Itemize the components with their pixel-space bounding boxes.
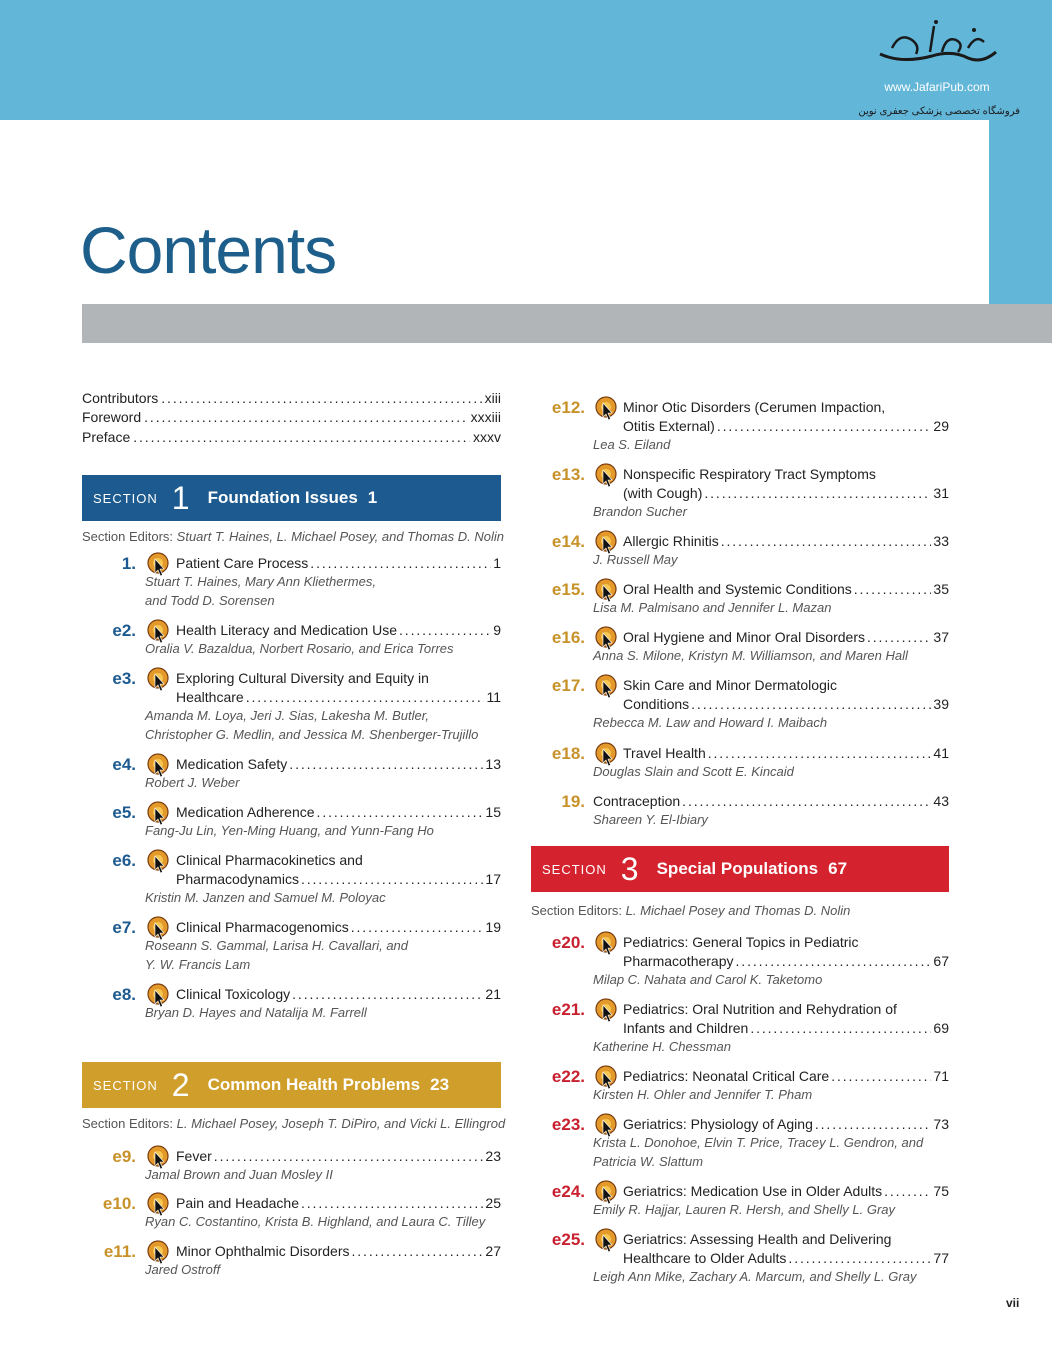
chapter-authors: Douglas Slain and Scott E. Kincaid: [593, 764, 794, 779]
chapter-title-line: [623, 1116, 949, 1132]
chapter-page: 23: [485, 1148, 501, 1164]
chapter-title-line: [623, 1231, 891, 1247]
dot-leader: [144, 409, 468, 425]
chapter-number: e4.: [112, 755, 136, 774]
chapter-title-line: [623, 1183, 949, 1199]
chapter-title: Conditions: [623, 696, 690, 712]
chapter-number: e15.: [551, 580, 585, 599]
dot-leader: [717, 418, 932, 434]
chapter-title-line: [623, 953, 949, 969]
section-word: SECTION: [93, 1077, 158, 1093]
chapter-title: Travel Health: [623, 745, 706, 761]
chapter-page: 39: [933, 696, 949, 712]
chapter-title: Geriatrics: Assessing Health and Delivering: [623, 1231, 892, 1247]
chapter-title-line: [176, 1195, 501, 1211]
chapter-number: e7.: [112, 918, 136, 937]
chapter-number: e13.: [551, 465, 585, 484]
online-cursor-icon: [146, 666, 170, 692]
chapter-number: e6.: [112, 851, 136, 870]
section-page: 1: [367, 488, 378, 507]
chapter-authors: Jamal Brown and Juan Mosley II: [145, 1167, 333, 1182]
chapter-page: 41: [933, 745, 949, 761]
chapter-title-line: [623, 745, 949, 761]
chapter-page: 27: [485, 1243, 501, 1259]
chapter-authors: Rebecca M. Law and Howard I. Maibach: [593, 715, 828, 730]
chapter-authors: Kirsten H. Ohler and Jennifer T. Pham: [593, 1087, 813, 1102]
chapter-title-line: [623, 934, 859, 950]
editors-label: Section Editors:: [82, 529, 174, 544]
dot-leader: [704, 485, 931, 501]
dot-leader: [317, 804, 484, 820]
front-matter-item[interactable]: [82, 429, 501, 445]
section-title: Foundation Issues: [207, 488, 358, 507]
dot-leader: [352, 1243, 484, 1259]
online-cursor-icon: [594, 930, 618, 956]
chapter-authors: Krista L. Donohoe, Elvin T. Price, Tracey L. Gendron, and: [593, 1135, 924, 1150]
chapter-authors: Shareen Y. El-Ibiary: [593, 812, 708, 827]
chapter-authors: and Todd D. Sorensen: [145, 593, 275, 608]
chapter-title: Oral Health and Systemic Conditions: [623, 581, 852, 597]
chapter-title: Oral Hygiene and Minor Oral Disorders: [623, 629, 865, 645]
chapter-title-line: [593, 793, 949, 809]
chapter-page: 67: [933, 953, 949, 969]
chapter-title-line: [623, 466, 876, 482]
chapter-number: e20.: [551, 933, 585, 952]
chapter-title-line: [176, 689, 501, 705]
section-1-banner[interactable]: [82, 475, 501, 521]
dot-leader: [133, 429, 470, 445]
section-1-editors: [82, 529, 504, 544]
chapter-authors: Lea S. Eiland: [593, 437, 671, 452]
calligraphy-logo-icon: [872, 18, 1002, 70]
chapter-title: Allergic Rhinitis: [623, 533, 719, 549]
chapter-authors: Oralia V. Bazaldua, Norbert Rosario, and Erica Torres: [145, 641, 454, 656]
chapter-number: e9.: [112, 1147, 136, 1166]
chapter-title: Medication Adherence: [176, 804, 315, 820]
chapter-page: 15: [485, 804, 501, 820]
section-word: SECTION: [542, 861, 607, 877]
chapter-title: (with Cough): [623, 485, 703, 501]
front-matter-item[interactable]: [82, 390, 501, 406]
chapter-number: e5.: [112, 803, 136, 822]
chapter-title-line: [623, 1020, 949, 1036]
chapter-authors: Anna S. Milone, Kristyn M. Williamson, and Maren Hall: [593, 648, 908, 663]
chapter-title-line: [176, 756, 501, 772]
front-matter-label: Preface: [82, 429, 131, 445]
dot-leader: [682, 793, 931, 809]
chapter-title: Clinical Pharmacokinetics and: [176, 852, 363, 868]
editors-label: Section Editors:: [531, 903, 623, 918]
chapter-page: 75: [933, 1183, 949, 1199]
chapter-title-line: [623, 677, 837, 693]
front-matter-page: xxxv: [473, 429, 501, 445]
dot-leader: [884, 1183, 931, 1199]
chapter-page: 29: [933, 418, 949, 434]
dot-leader: [708, 745, 932, 761]
front-matter-page: xiii: [484, 390, 501, 406]
online-cursor-icon: [594, 462, 618, 488]
chapter-title-line: [176, 804, 501, 820]
chapter-authors: Amanda M. Loya, Jeri J. Sias, Lakesha M. Butler,: [145, 708, 429, 723]
chapter-title-line: [176, 622, 501, 638]
section-number: 3: [620, 850, 639, 887]
chapter-number: 1.: [121, 554, 136, 573]
dot-leader: [301, 1195, 483, 1211]
chapter-title: Skin Care and Minor Dermatologic: [623, 677, 837, 693]
chapter-number: e11.: [103, 1242, 136, 1261]
chapter-title: Pharmacotherapy: [623, 953, 734, 969]
chapter-number: e8.: [112, 985, 136, 1004]
chapter-title-line: [623, 1001, 897, 1017]
page-number: vii: [1006, 1296, 1020, 1310]
chapter-title: Geriatrics: Medication Use in Older Adults: [623, 1183, 883, 1199]
section-2-editors: [82, 1116, 505, 1131]
chapter-page: 69: [933, 1020, 949, 1036]
chapter-number: e2.: [112, 621, 136, 640]
chapter-title-line: [176, 1148, 501, 1164]
chapter-page: 43: [933, 793, 949, 809]
chapter-title-line: [176, 670, 429, 686]
chapter-title-line: [623, 629, 949, 645]
dot-leader: [214, 1148, 484, 1164]
dot-leader: [310, 555, 491, 571]
online-cursor-icon: [594, 673, 618, 699]
chapter-title: Clinical Toxicology: [176, 986, 291, 1002]
chapter-page: 73: [933, 1116, 949, 1132]
chapter-page: 35: [933, 581, 949, 597]
page-title: Contents: [80, 213, 337, 287]
chapter-authors: Lisa M. Palmisano and Jennifer L. Mazan: [593, 600, 832, 615]
chapter-page: 25: [485, 1195, 501, 1211]
chapter-title-line: [623, 485, 949, 501]
dot-leader: [246, 689, 485, 705]
chapter-title: Health Literacy and Medication Use: [176, 622, 398, 638]
chapter-title-line: [176, 871, 501, 887]
chapter-title-line: [176, 1243, 501, 1259]
title-rule-bar: [82, 304, 1052, 343]
chapter-number: e10.: [102, 1194, 136, 1213]
editors-names: L. Michael Posey, Joseph T. DiPiro, and Vicki L. Ellingrod: [176, 1116, 506, 1131]
chapter-title: Pediatrics: General Topics in Pediatric: [623, 934, 859, 950]
chapter-authors: Stuart T. Haines, Mary Ann Kliethermes,: [145, 574, 376, 589]
dot-leader: [289, 756, 483, 772]
chapter-title: Healthcare to Older Adults: [623, 1250, 787, 1266]
dot-leader: [292, 986, 483, 1002]
chapter-title: Otitis External): [623, 418, 715, 434]
front-matter-label: Foreword: [82, 409, 142, 425]
section-3-editors: [531, 903, 850, 918]
dot-leader: [721, 533, 932, 549]
dot-leader: [736, 953, 932, 969]
dot-leader: [691, 696, 931, 712]
editors-names: L. Michael Posey and Thomas D. Nolin: [625, 903, 851, 918]
chapter-title: Patient Care Process: [176, 555, 309, 571]
chapter-number: e12.: [551, 398, 585, 417]
chapter-authors: Katherine H. Chessman: [593, 1039, 732, 1054]
chapter-number: e18.: [551, 744, 585, 763]
dot-leader: [301, 871, 483, 887]
chapter-title-line: [176, 919, 501, 935]
chapter-title: Geriatrics: Physiology of Aging: [623, 1116, 813, 1132]
chapter-title: Clinical Pharmacogenomics: [176, 919, 349, 935]
chapter-number: e17.: [551, 676, 585, 695]
chapter-title: Exploring Cultural Diversity and Equity in: [176, 670, 429, 686]
chapter-number: 19.: [561, 792, 585, 811]
chapter-title: Contraception: [593, 793, 681, 809]
chapter-title-line: [623, 399, 885, 415]
chapter-page: 71: [933, 1068, 949, 1084]
section-page: 67: [828, 859, 848, 878]
chapter-number: e24.: [551, 1182, 585, 1201]
section-title: Common Health Problems: [207, 1075, 421, 1094]
chapter-authors: Robert J. Weber: [145, 775, 240, 790]
chapter-title: Fever: [176, 1148, 212, 1164]
chapter-title: Healthcare: [176, 689, 244, 705]
chapter-page: 13: [485, 756, 501, 772]
chapter-title-line: [623, 533, 949, 549]
chapter-title: Pain and Headache: [176, 1195, 299, 1211]
front-matter-label: Contributors: [82, 390, 159, 406]
section-word: SECTION: [93, 490, 158, 506]
chapter-title: Minor Ophthalmic Disorders: [176, 1243, 350, 1259]
editors-names: Stuart T. Haines, L. Michael Posey, and Thomas D. Nolin: [176, 529, 504, 544]
front-matter-item[interactable]: [82, 409, 501, 425]
persian-tagline: فروشگاه تخصصی پزشکی جعفری نوین: [858, 106, 1020, 117]
chapter-title: Pediatrics: Neonatal Critical Care: [623, 1068, 830, 1084]
chapter-page: 77: [933, 1250, 949, 1266]
chapter-title: Pediatrics: Oral Nutrition and Rehydration of: [623, 1001, 897, 1017]
chapter-page: 37: [933, 629, 949, 645]
chapter-title-line: [623, 696, 949, 712]
online-cursor-icon: [146, 848, 170, 874]
section-number: 1: [171, 479, 190, 516]
chapter-authors: Milap C. Nahata and Carol K. Taketomo: [593, 972, 823, 987]
chapter-page: 11: [486, 689, 501, 705]
section-page: 23: [430, 1075, 450, 1094]
online-cursor-icon: [594, 997, 618, 1023]
side-accent-band: [989, 120, 1052, 304]
chapter-authors: Christopher G. Medlin, and Jessica M. Shenberger-Trujillo: [145, 727, 479, 742]
chapter-page: 1: [493, 555, 501, 571]
chapter-page: 9: [493, 622, 501, 638]
chapter-title-line: [623, 581, 949, 597]
chapter-title: Minor Otic Disorders (Cerumen Impaction,: [623, 399, 886, 415]
chapter-authors: Patricia W. Slattum: [593, 1154, 704, 1169]
chapter-authors: Bryan D. Hayes and Natalija M. Farrell: [145, 1005, 367, 1020]
dot-leader: [399, 622, 491, 638]
chapter-title-line: [176, 986, 501, 1002]
chapter-authors: Brandon Sucher: [593, 504, 687, 519]
dot-leader: [867, 629, 931, 645]
section-number: 2: [171, 1066, 190, 1103]
section-title: Special Populations: [656, 859, 819, 878]
chapter-page: 33: [933, 533, 949, 549]
chapter-number: e3.: [112, 669, 136, 688]
chapter-authors: Kristin M. Janzen and Samuel M. Poloyac: [145, 890, 386, 905]
chapter-authors: Fang-Ju Lin, Yen-Ming Huang, and Yunn-Fang Ho: [145, 823, 434, 838]
dot-leader: [161, 390, 481, 406]
chapter-authors: Leigh Ann Mike, Zachary A. Marcum, and Shelly L. Gray: [593, 1269, 917, 1284]
chapter-authors: J. Russell May: [593, 552, 678, 567]
chapter-number: e21.: [551, 1000, 585, 1019]
chapter-authors: Emily R. Hajjar, Lauren R. Hersh, and Shelly L. Gray: [593, 1202, 896, 1217]
chapter-authors: Jared Ostroff: [145, 1262, 221, 1277]
chapter-number: e14.: [551, 532, 585, 551]
chapter-title: Nonspecific Respiratory Tract Symptoms: [623, 466, 876, 482]
chapter-page: 21: [485, 986, 501, 1002]
online-cursor-icon: [594, 395, 618, 421]
chapter-authors: Roseann S. Gammal, Larisa H. Cavallari, and: [145, 938, 409, 953]
front-matter-page: xxxiii: [470, 409, 501, 425]
chapter-title: Medication Safety: [176, 756, 288, 772]
chapter-number: e25.: [551, 1230, 585, 1249]
dot-leader: [815, 1116, 932, 1132]
chapter-number: e16.: [551, 628, 585, 647]
section-3-banner[interactable]: [531, 846, 949, 892]
chapter-page: 17: [485, 871, 501, 887]
chapter-authors: Y. W. Francis Lam: [145, 957, 251, 972]
chapter-title: Infants and Children: [623, 1020, 749, 1036]
chapter-title-line: [623, 418, 949, 434]
site-url[interactable]: www.JafariPub.com: [884, 80, 990, 94]
online-cursor-icon: [594, 1227, 618, 1253]
chapter-title-line: [623, 1250, 949, 1266]
section-2-banner[interactable]: [82, 1062, 501, 1108]
chapter-page: 19: [485, 919, 501, 935]
chapter-number: e23.: [551, 1115, 585, 1134]
dot-leader: [831, 1068, 931, 1084]
chapter-title: Pharmacodynamics: [176, 871, 299, 887]
dot-leader: [854, 581, 932, 597]
editors-label: Section Editors:: [82, 1116, 174, 1131]
chapter-title-line: [176, 555, 501, 571]
dot-leader: [351, 919, 484, 935]
chapter-page: 31: [933, 485, 949, 501]
dot-leader: [750, 1020, 931, 1036]
chapter-authors: Ryan C. Costantino, Krista B. Highland, and Laura C. Tilley: [145, 1214, 486, 1229]
dot-leader: [788, 1250, 931, 1266]
chapter-title-line: [176, 852, 363, 868]
chapter-title-line: [623, 1068, 949, 1084]
chapter-number: e22.: [551, 1067, 585, 1086]
